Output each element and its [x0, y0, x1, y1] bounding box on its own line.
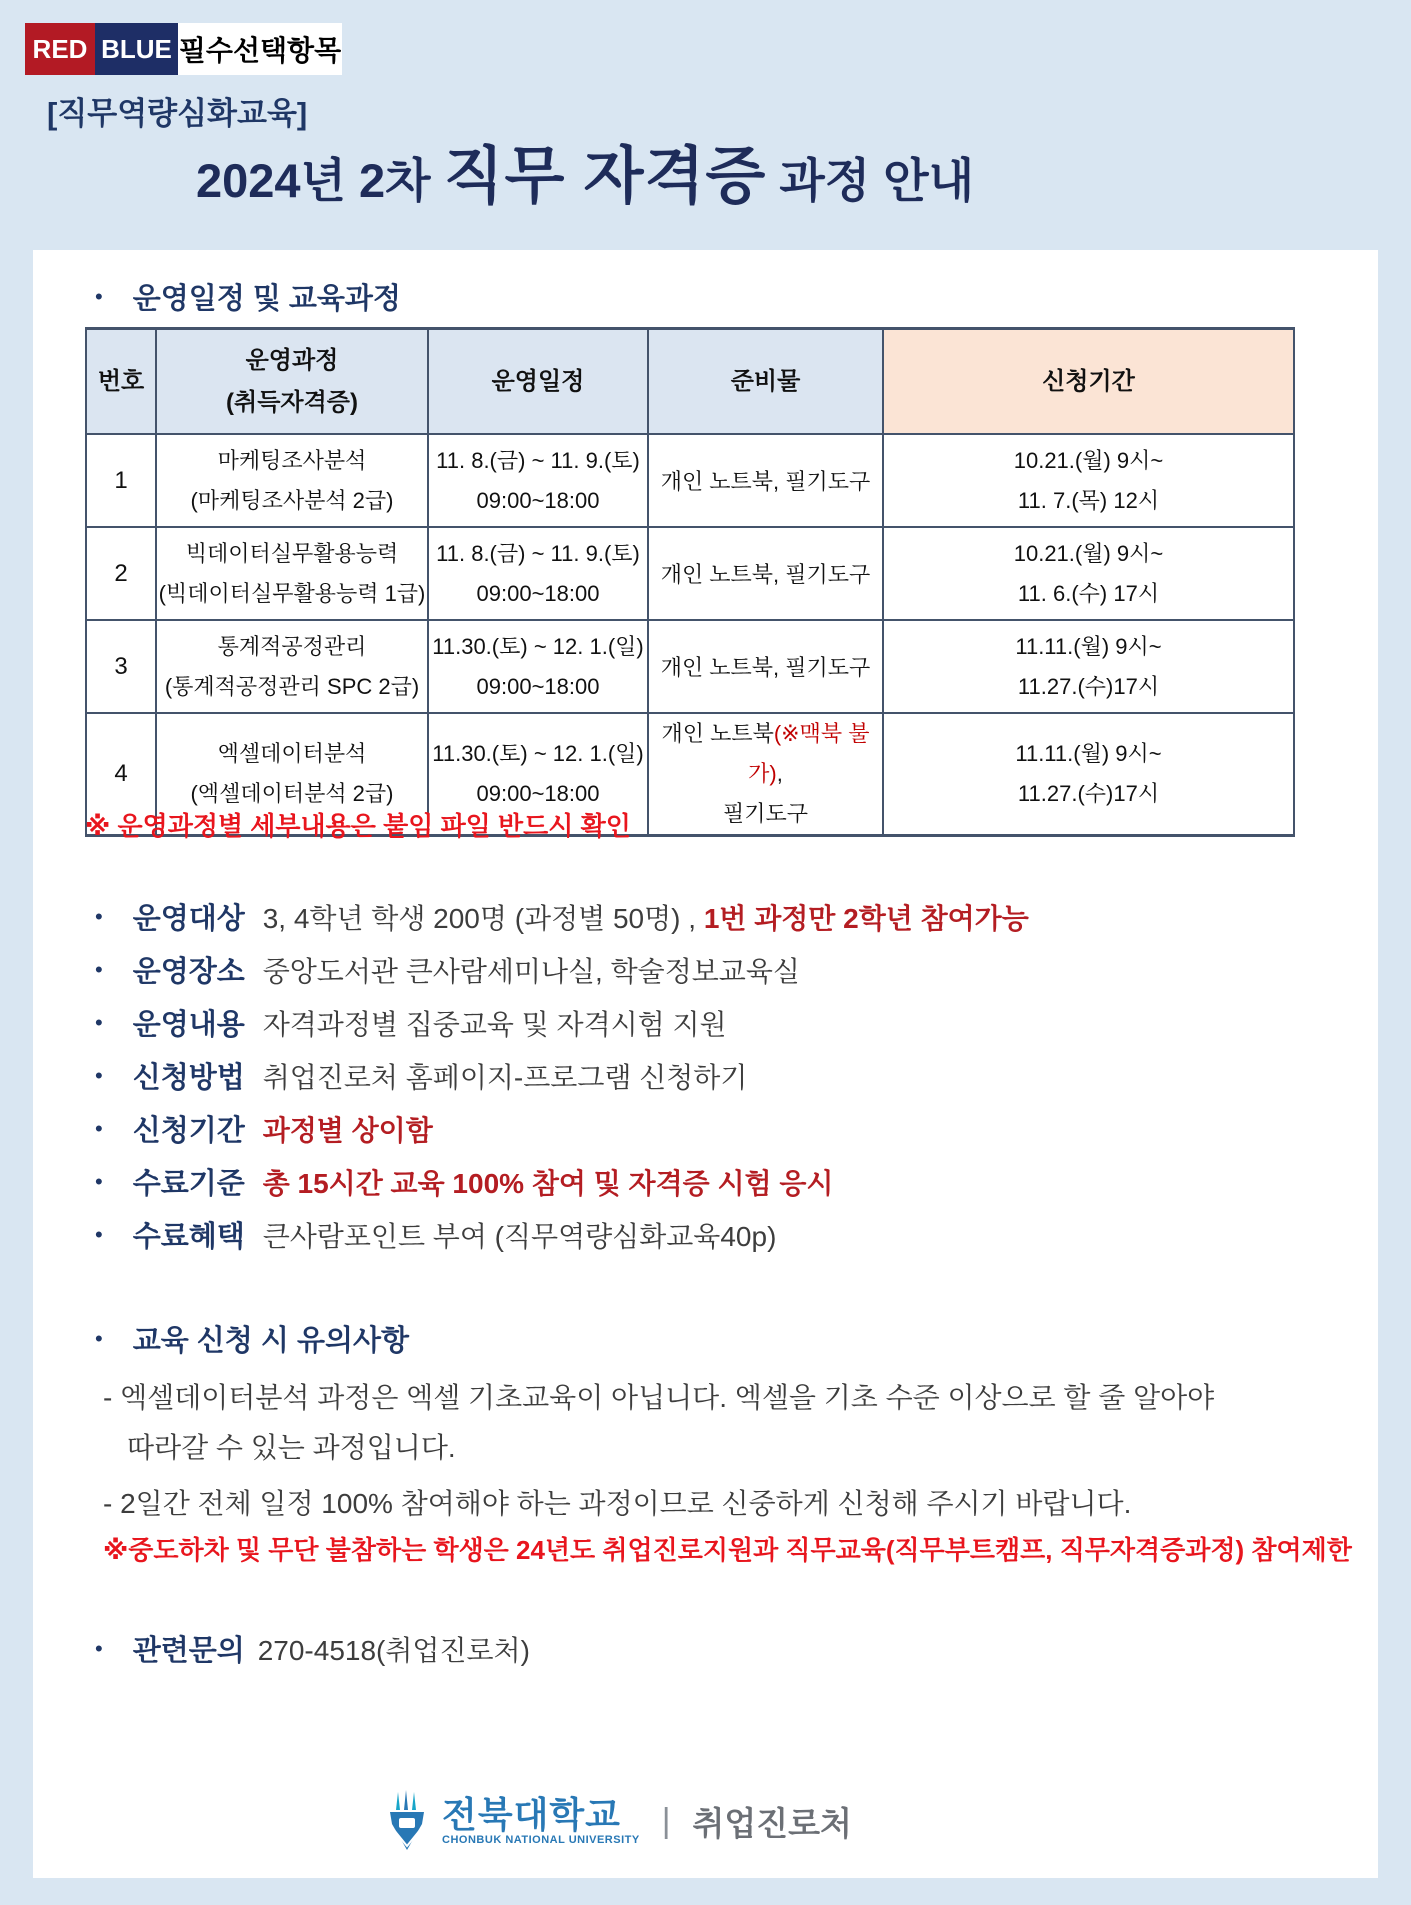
row4-apply-end: 11.27.(수)17시 — [1017, 781, 1160, 806]
list-item — [95, 1155, 1029, 1208]
row2-time: 09:00~18:00 — [476, 580, 600, 606]
row2-course — [156, 527, 428, 620]
row1-date: 11. 8.(금) ~ 11. 9.(토) — [436, 447, 640, 473]
contact-phone: 270-4518(취업진로처) — [257, 1634, 530, 1666]
row4-apply-period — [883, 713, 1294, 836]
title-main: 직무 자격증 — [443, 142, 767, 211]
row4-date: 11.30.(토) ~ 12. 1.(일) — [432, 741, 644, 766]
row2-number: 2 — [86, 527, 156, 620]
row2-apply-start: 10.21.(월) 9시~ — [1013, 540, 1164, 566]
bullet-dot-icon: • — [95, 1221, 103, 1247]
list-item — [95, 996, 1029, 1049]
required-item-badge: 필수선택항목 — [178, 23, 342, 75]
footer-divider: | — [661, 1801, 671, 1840]
program-details-list — [95, 890, 1029, 1261]
bullet-dot-icon: • — [95, 956, 103, 982]
list-item — [95, 890, 1029, 943]
detail-label: 운영장소 — [132, 956, 245, 988]
row4-materials-pre: 개인 노트북 — [661, 721, 774, 746]
row3-apply-end: 11.27.(수)17시 — [1017, 673, 1160, 699]
row1-number: 1 — [86, 434, 156, 527]
row4-time: 09:00~18:00 — [476, 781, 600, 806]
row4-cert-name: (엑셀데이터분석 2급) — [190, 781, 394, 806]
table-header-row — [86, 329, 1294, 435]
row1-cert-name: (마케팅조사분석 2급) — [190, 487, 394, 513]
row2-apply-end: 11. 6.(수) 17시 — [1017, 580, 1160, 606]
table-footnote: ※ 운영과정별 세부내용은 붙임 파일 반드시 확인 — [85, 811, 631, 841]
page-title — [0, 126, 1170, 215]
col-header-dates: 운영일정 — [428, 329, 648, 435]
course-schedule-table — [85, 327, 1295, 837]
detail-text: 자격과정별 집중교육 및 자격시험 지원 — [262, 1008, 727, 1040]
contact-row — [95, 1622, 530, 1675]
detail-value — [263, 897, 1029, 937]
detail-label: 운영대상 — [132, 903, 245, 935]
row3-course — [156, 620, 428, 713]
detail-text: 3, 4학년 학생 200명 (과정별 50명) , — [262, 902, 704, 934]
bullet-dot-icon: • — [95, 1009, 103, 1035]
notice-line: - 2일간 전체 일정 100% 참여해야 하는 과정이므로 신중하게 신청해 주시기 바랍니다. — [103, 1488, 1132, 1519]
notice-section-heading — [95, 1318, 409, 1359]
row4-materials-warning: (※맥북 불가) — [748, 721, 870, 786]
col-header-course-line1: 운영과정 — [245, 346, 339, 374]
blue-badge: BLUE — [95, 23, 178, 75]
row1-apply-period — [883, 434, 1294, 527]
detail-red-text: 1번 과정만 2학년 참여가능 — [703, 902, 1029, 934]
university-name-en: CHONBUK NATIONAL UNIVERSITY — [442, 1834, 640, 1846]
row3-cert-name: (통계적공정관리 SPC 2급) — [164, 673, 420, 699]
program-category-label: [직무역량심화교육] — [47, 96, 308, 131]
detail-label: 신청방법 — [132, 1062, 245, 1094]
title-prefix: 2024년 2차 — [195, 154, 444, 207]
bullet-dot-icon: • — [95, 1325, 103, 1351]
detail-text: 취업진로처 홈페이지-프로그램 신청하기 — [262, 1061, 748, 1093]
contact-label: 관련문의 — [132, 1635, 245, 1667]
row4-materials-line1 — [649, 714, 882, 794]
bullet-dot-icon: • — [95, 1062, 103, 1088]
list-item — [95, 1102, 1029, 1155]
bullet-dot-icon: • — [95, 283, 103, 309]
row4-number: 4 — [86, 713, 156, 836]
detail-red-text: 과정별 상이함 — [262, 1114, 433, 1146]
list-item — [95, 1208, 1029, 1261]
col-header-number: 번호 — [86, 329, 156, 435]
content-panel — [33, 250, 1378, 1878]
bullet-dot-icon: • — [95, 1635, 103, 1661]
row4-course-name: 엑셀데이터분석 — [217, 741, 367, 766]
university-logo-icon — [384, 1790, 430, 1852]
row1-time: 09:00~18:00 — [476, 487, 600, 513]
detail-red-text: 총 15시간 교육 100% 참여 및 자격증 시험 응시 — [262, 1167, 834, 1199]
detail-label: 운영내용 — [132, 1009, 245, 1041]
row1-course — [156, 434, 428, 527]
schedule-heading-text: 운영일정 및 교육과정 — [132, 283, 401, 315]
row4-apply-start: 11.11.(월) 9시~ — [1015, 741, 1162, 766]
row4-materials-line2: 필기도구 — [722, 801, 808, 826]
row2-materials: 개인 노트북, 필기도구 — [648, 527, 883, 620]
row2-dates — [428, 527, 648, 620]
row3-time: 09:00~18:00 — [476, 673, 600, 699]
notice-heading-text: 교육 신청 시 유의사항 — [132, 1325, 410, 1357]
col-header-apply-period: 신청기간 — [883, 329, 1294, 435]
table-row — [86, 620, 1294, 713]
row1-apply-end: 11. 7.(목) 12시 — [1017, 487, 1160, 513]
row2-cert-name: (빅데이터실무활용능력 1급) — [158, 580, 426, 606]
notice-line: 따라갈 수 있는 과정입니다. — [127, 1432, 456, 1463]
department-name: 취업진로처 — [692, 1804, 852, 1842]
red-badge: RED — [25, 23, 95, 75]
row2-date: 11. 8.(금) ~ 11. 9.(토) — [436, 540, 640, 566]
notice-line: - 엑셀데이터분석 과정은 엑셀 기초교육이 아닙니다. 엑셀을 기초 수준 이상으로 할 줄 알아야 — [103, 1382, 1215, 1413]
list-item — [95, 943, 1029, 996]
detail-text: 중앙도서관 큰사람세미나실, 학술정보교육실 — [262, 955, 800, 987]
bullet-dot-icon: • — [95, 903, 103, 929]
footer-logo-row — [33, 1790, 1203, 1852]
university-name: 전북대학교 — [442, 1794, 621, 1835]
title-suffix: 과정 안내 — [766, 154, 975, 207]
col-header-materials: 준비물 — [648, 329, 883, 435]
top-badges — [25, 23, 342, 75]
detail-label: 수료혜택 — [132, 1221, 245, 1253]
row3-apply-start: 11.11.(월) 9시~ — [1015, 633, 1162, 659]
row1-apply-start: 10.21.(월) 9시~ — [1013, 447, 1164, 473]
row2-course-name: 빅데이터실무활용능력 — [185, 540, 399, 566]
schedule-section-heading — [95, 276, 401, 317]
detail-text: 큰사람포인트 부여 (직무역량심화교육40p) — [262, 1220, 777, 1252]
row3-materials: 개인 노트북, 필기도구 — [648, 620, 883, 713]
col-header-course-line2: (취득자격증) — [226, 388, 358, 416]
row3-number: 3 — [86, 620, 156, 713]
row3-date: 11.30.(토) ~ 12. 1.(일) — [432, 633, 644, 659]
col-header-course — [156, 329, 428, 435]
row4-materials — [648, 713, 883, 836]
participation-restriction-warning: ※중도하차 및 무단 불참하는 학생은 24년도 취업진로지원과 직무교육(직무부트캠프, 직무자격증과정) 참여제한 — [103, 1535, 1352, 1565]
row4-materials-post: , — [776, 761, 783, 786]
row3-dates — [428, 620, 648, 713]
university-name-block — [442, 1796, 640, 1846]
list-item — [95, 1049, 1029, 1102]
row2-apply-period — [883, 527, 1294, 620]
detail-label: 신청기간 — [132, 1115, 245, 1147]
row3-course-name: 통계적공정관리 — [217, 633, 367, 659]
table-row — [86, 434, 1294, 527]
row1-materials: 개인 노트북, 필기도구 — [648, 434, 883, 527]
row1-dates — [428, 434, 648, 527]
table-row — [86, 527, 1294, 620]
bullet-dot-icon: • — [95, 1115, 103, 1141]
bullet-dot-icon: • — [95, 1168, 103, 1194]
row1-course-name: 마케팅조사분석 — [217, 447, 367, 473]
detail-label: 수료기준 — [132, 1168, 245, 1200]
row3-apply-period — [883, 620, 1294, 713]
